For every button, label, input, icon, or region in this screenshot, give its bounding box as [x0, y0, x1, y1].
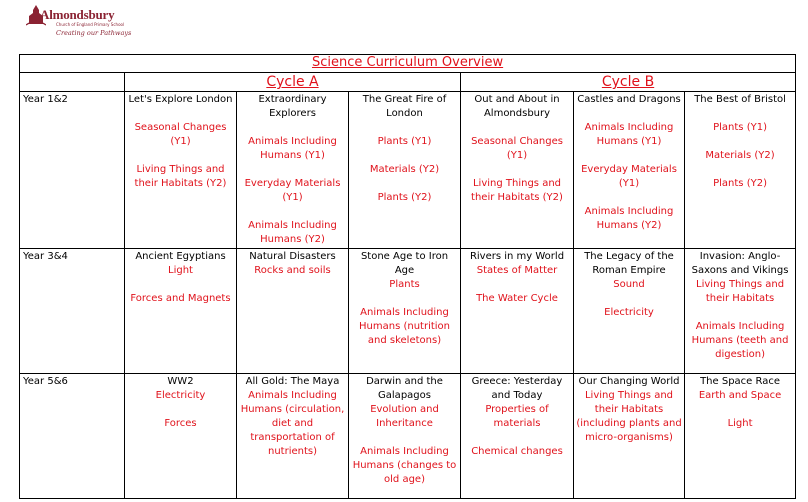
subject-item: Evolution and Inheritance — [370, 404, 439, 429]
subject-item: Light — [727, 418, 753, 429]
topic-title: Let's Explore London — [128, 94, 233, 105]
subject-item: Everyday Materials (Y1) — [244, 178, 341, 203]
subject-item: Plants (Y2) — [713, 178, 767, 189]
topic-title: Ancient Egyptians — [135, 251, 226, 262]
subject-item: Living Things and their Habitats (Y2) — [471, 178, 563, 203]
subject-item: Electricity — [155, 390, 206, 401]
subject-item: Animals Including Humans (Y2) — [248, 220, 337, 245]
subject-item: The Water Cycle — [476, 293, 558, 304]
subject-item: Plants (Y1) — [713, 122, 767, 133]
topic-title: Darwin and the Galapagos — [366, 376, 443, 401]
topic-title: WW2 — [167, 376, 194, 387]
table-cell — [237, 92, 349, 249]
table-row — [20, 374, 796, 499]
school-logo — [26, 4, 146, 44]
table-cell — [125, 374, 237, 499]
topic-title: Rivers in my World — [469, 251, 565, 262]
table-cell — [349, 92, 461, 249]
curriculum-table — [19, 54, 796, 499]
table-cell — [237, 374, 349, 499]
subject-item: Animals Including Humans (nutrition and skeletons) — [359, 307, 450, 346]
table-cell — [349, 374, 461, 499]
subject-item: Living Things and their Habitats — [696, 279, 785, 304]
topic-title: All Gold: The Maya — [245, 376, 340, 387]
subject-item: Animals Including Humans (Y1) — [248, 136, 337, 161]
subject-item: Properties of materials — [485, 404, 549, 429]
topic-title: Our Changing World — [578, 376, 680, 387]
subject-item: Earth and Space — [698, 390, 782, 401]
school-subtitle: Church of England Primary School — [56, 22, 125, 27]
subject-item: Materials (Y2) — [705, 150, 775, 161]
topic-title: Invasion: Anglo-Saxons and Vikings — [691, 251, 789, 276]
subject-item: Living Things and their Habitats (including plants and micro-organisms) — [576, 390, 682, 443]
table-row — [20, 249, 796, 374]
subject-item: Plants (Y2) — [377, 192, 432, 203]
table-cell — [685, 249, 796, 374]
table-row — [20, 92, 796, 249]
table-cell — [685, 374, 796, 499]
table-cell — [461, 249, 574, 374]
subject-item: Sound — [613, 279, 645, 290]
subject-item: Animals Including Humans (circulation, diet and transportation of nutrients) — [240, 390, 345, 457]
topic-title: Stone Age to Iron Age — [360, 251, 449, 276]
subject-item: Rocks and soils — [254, 265, 331, 276]
topic-title: Out and About in Almondsbury — [474, 94, 560, 119]
table-cell — [574, 92, 685, 249]
table-cell — [125, 92, 237, 249]
subject-item: Living Things and their Habitats (Y2) — [134, 164, 227, 189]
subject-item: Animals Including Humans (Y2) — [584, 206, 674, 231]
table-cell — [461, 92, 574, 249]
subject-item: Plants — [389, 279, 420, 290]
subject-item: States of Matter — [476, 265, 558, 276]
topic-title: Greece: Yesterday and Today — [471, 376, 563, 401]
subject-item: Animals Including Humans (Y1) — [584, 122, 674, 147]
topic-title: The Legacy of the Roman Empire — [584, 251, 674, 276]
empty-header-cell — [20, 73, 125, 92]
topic-title: The Great Fire of London — [362, 94, 447, 119]
subject-item: Animals Including Humans (changes to old age) — [352, 446, 457, 485]
school-name: Almondsbury — [40, 7, 115, 22]
topic-title: The Best of Bristol — [694, 94, 786, 105]
subject-item: Forces — [164, 418, 197, 429]
row-label: Year 5&6 — [20, 374, 125, 499]
subject-item: Electricity — [604, 307, 654, 318]
subject-item: Everyday Materials (Y1) — [581, 164, 677, 189]
cycle-a-header: Cycle A — [125, 73, 461, 92]
table-title: Science Curriculum Overview — [20, 55, 796, 73]
table-cell — [574, 374, 685, 499]
subject-item: Animals Including Humans (teeth and digestion) — [691, 321, 789, 360]
table-cell — [461, 374, 574, 499]
subject-item: Seasonal Changes (Y1) — [134, 122, 227, 147]
topic-title: Extraordinary Explorers — [258, 94, 327, 119]
subject-item: Light — [168, 265, 193, 276]
subject-item: Materials (Y2) — [369, 164, 440, 175]
row-label: Year 3&4 — [20, 249, 125, 374]
table-cell — [349, 249, 461, 374]
subject-item: Plants (Y1) — [377, 136, 432, 147]
topic-title: Castles and Dragons — [577, 94, 681, 105]
topic-title: The Space Race — [700, 376, 781, 387]
row-label: Year 1&2 — [20, 92, 125, 249]
table-cell — [685, 92, 796, 249]
topic-title: Natural Disasters — [249, 251, 336, 262]
table-cell — [237, 249, 349, 374]
cycle-b-header: Cycle B — [461, 73, 796, 92]
table-cell — [125, 249, 237, 374]
subject-item: Chemical changes — [471, 446, 563, 457]
table-cell — [574, 249, 685, 374]
school-tagline: Creating our Pathways — [56, 29, 132, 37]
subject-item: Forces and Magnets — [130, 293, 231, 304]
subject-item: Seasonal Changes (Y1) — [471, 136, 563, 161]
